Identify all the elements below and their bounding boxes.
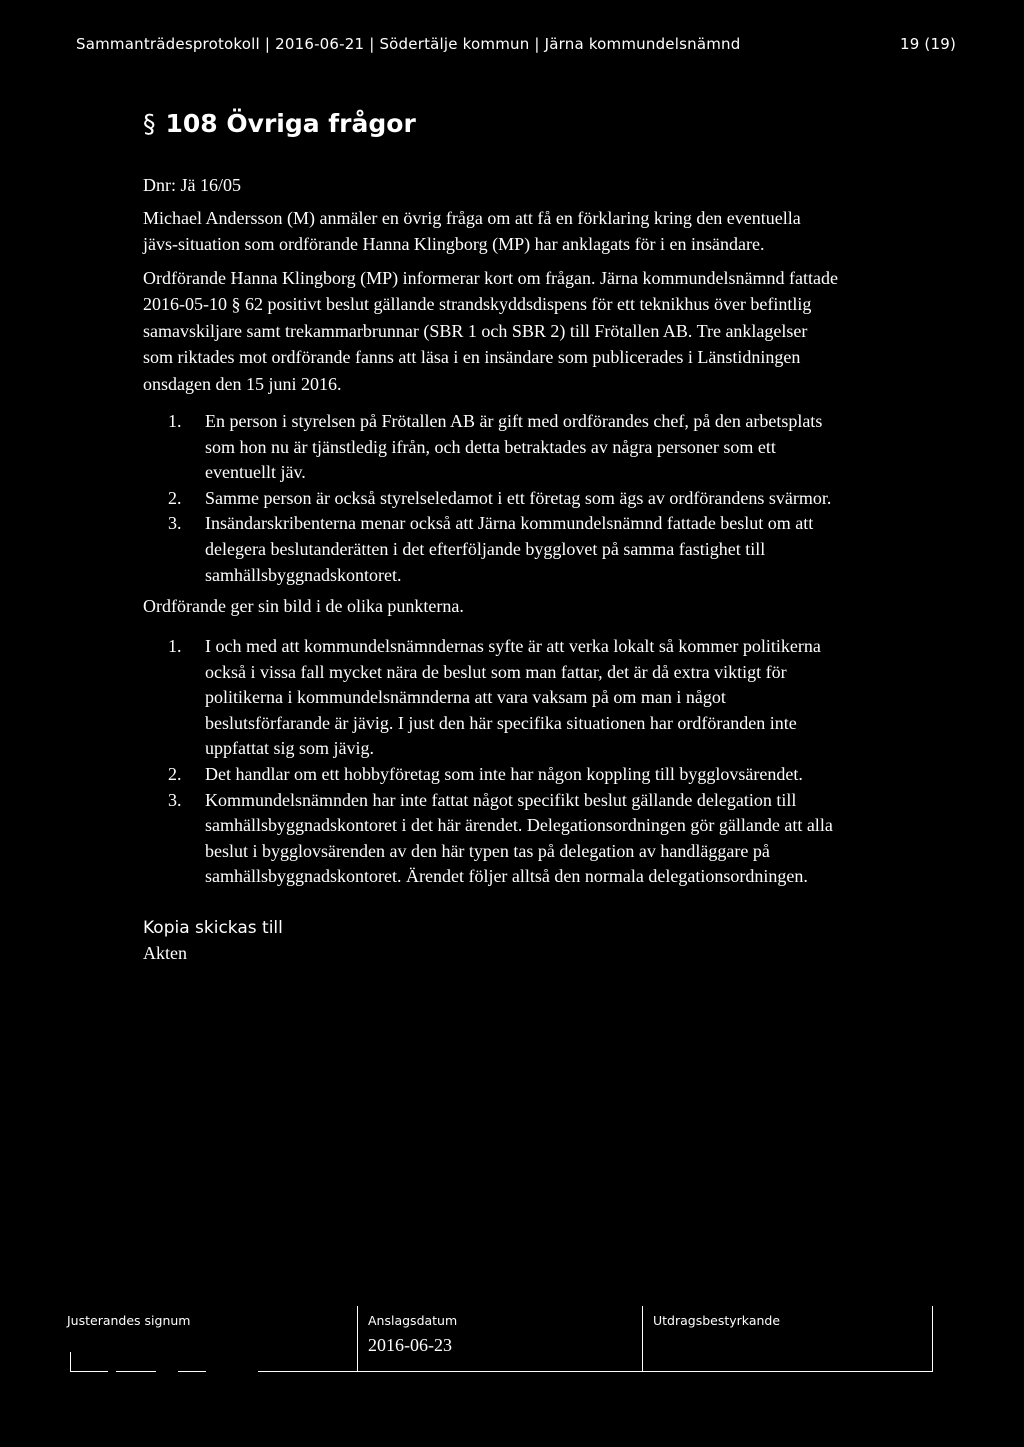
- diary-number: Dnr: Jä 16/05: [143, 175, 241, 195]
- accusations-list: [168, 409, 831, 588]
- list-item-line: samhällsbyggnadskontoret i det här ärendet. Delegationsordningen gör gällande att alla: [205, 815, 833, 836]
- section-title-text: 108 Övriga frågor: [165, 109, 416, 138]
- list-item-line: delegera beslutanderätten i det efterföljande bygglovet på samma fastighet till: [205, 538, 766, 559]
- paragraph-line: Ordförande Hanna Klingborg (MP) informerar kort om frågan. Järna kommundelsnämnd fattade: [143, 268, 838, 288]
- section-title: [143, 109, 416, 138]
- list-number: 3.: [168, 513, 182, 534]
- copy-to-label: Kopia skickas till: [143, 918, 283, 938]
- list-item-line: beslut i bygglovsärenden av den här typen tas på delegation av handläggare på: [205, 840, 770, 861]
- list-item-line: uppfattat sig som jävig.: [205, 738, 374, 759]
- list-item-line: politikerna i kommundelsnämnderna att vara vaksam på om man i något: [205, 687, 726, 708]
- posting-date-label: Anslagsdatum: [368, 1313, 458, 1328]
- signature-line: [178, 1371, 206, 1372]
- list-number: 2.: [168, 763, 182, 784]
- signature-line: [258, 1371, 933, 1372]
- paragraph-line: Michael Andersson (M) anmäler en övrig fråga om att få en förklaring kring den eventuella: [143, 208, 801, 228]
- list-item-line: Insändarskribenterna menar också att Järna kommundelsnämnd fattade beslut om att: [205, 513, 814, 534]
- list-item-line: Det handlar om ett hobbyföretag som inte har någon koppling till bygglovsärendet.: [205, 763, 803, 784]
- responses-list: [168, 634, 833, 890]
- list-item-line: eventuellt jäv.: [205, 462, 306, 483]
- list-number: 1.: [168, 636, 182, 656]
- list-number: 1.: [168, 411, 182, 431]
- footer-divider: [357, 1306, 358, 1372]
- paragraph-line: som riktades mot ordförande fanns att läsa i en insändare som publicerades i Länstidningen: [143, 347, 801, 368]
- list-item: [168, 634, 833, 762]
- list-item-line: I och med att kommundelsnämndernas syfte är att verka lokalt så kommer politikerna: [205, 636, 821, 656]
- list-item: [168, 788, 833, 890]
- list-item-line: Kommundelsnämnden har inte fattat något specifikt beslut gällande delegation till: [205, 789, 797, 810]
- footer-divider: [642, 1306, 643, 1372]
- page-number: 19 (19): [899, 35, 956, 53]
- signatures-label: Justerandes signum: [67, 1313, 191, 1328]
- paragraph-information: [143, 265, 838, 397]
- list-item: [168, 511, 831, 588]
- paragraph-line: samavskiljare samt trekammarbrunnar (SBR 1 och SBR 2) till Frötallen AB. Tre anklagelser: [143, 320, 808, 341]
- paragraph-line: jävs-situation som ordförande Hanna Klingborg (MP) har anklagats för i en insändare.: [143, 234, 765, 255]
- paragraph-line: 2016-05-10 § 62 positivt beslut gällande strandskyddsdispens för ett teknikhus över befintlig: [143, 294, 812, 315]
- paragraph-question: [143, 205, 801, 258]
- list-item-line: En person i styrelsen på Frötallen AB är gift med ordförandes chef, på den arbetsplats: [205, 411, 823, 431]
- list-item-line: Samme person är också styrelseledamot i ett företag som ägs av ordförandens svärmor.: [205, 487, 832, 508]
- list-number: 2.: [168, 487, 182, 508]
- copy-to-value: Akten: [143, 943, 187, 963]
- signature-line: [70, 1371, 108, 1372]
- signature-line: [116, 1371, 156, 1372]
- list-item: [168, 409, 831, 486]
- list-item-line: samhällsbyggnadskontoret. Ärendet följer alltså den normala delegationsordningen.: [205, 866, 808, 887]
- paragraph-response-intro: Ordförande ger sin bild i de olika punkterna.: [143, 596, 464, 616]
- posting-date: 2016-06-23: [368, 1335, 452, 1355]
- list-item: [168, 486, 831, 512]
- list-item-line: också i vissa fall mycket nära de beslut som man fattar, det är då extra viktigt för: [205, 661, 787, 682]
- paragraph-line: onsdagen den 15 juni 2016.: [143, 373, 342, 394]
- footer-divider: [70, 1352, 71, 1372]
- list-item-line: som hon nu är tjänstledig ifrån, och detta betraktades av några personer som ett: [205, 436, 776, 457]
- list-item: [168, 762, 833, 788]
- header-text: Sammanträdesprotokoll | 2016-06-21 | Södertälje kommun | Järna kommundelsnämnd: [76, 35, 741, 53]
- certification-label: Utdragsbestyrkande: [653, 1313, 781, 1328]
- list-number: 3.: [168, 789, 182, 810]
- list-item-line: samhällsbyggnadskontoret.: [205, 564, 402, 585]
- page-header: [76, 35, 956, 57]
- section-symbol: §: [143, 109, 156, 138]
- footer-divider: [932, 1306, 933, 1372]
- list-item-line: beslutsförfarande är jävig. I just den här specifika situationen har ordföranden inte: [205, 712, 797, 733]
